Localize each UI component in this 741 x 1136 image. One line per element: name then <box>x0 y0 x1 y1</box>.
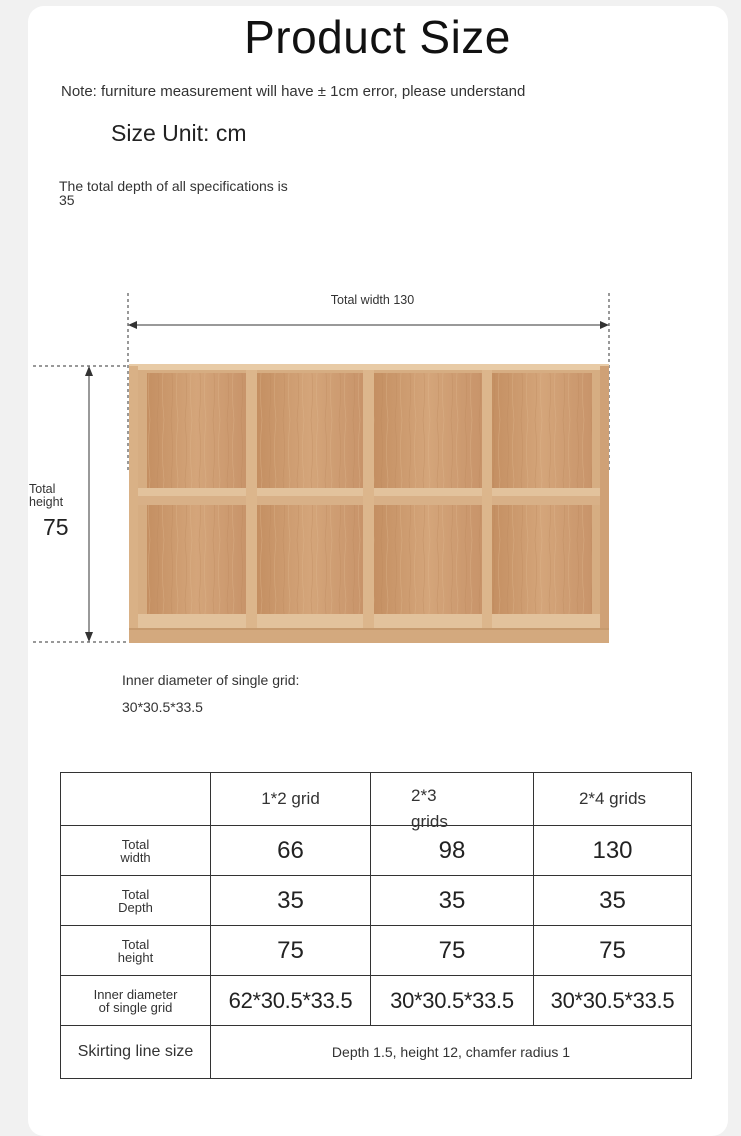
table-cell: 75 <box>211 926 371 976</box>
total-height-label-line2: height <box>29 495 64 509</box>
table-cell: 35 <box>211 876 371 926</box>
inner-grid-value: 30*30.5*33.5 <box>122 699 203 715</box>
row-label-line2: Depth <box>118 899 153 915</box>
total-height-value: 75 <box>43 514 69 540</box>
row-label-line2: width <box>120 849 151 865</box>
total-height-label <box>29 483 63 509</box>
row-label <box>61 876 211 926</box>
header-cell-2x4: 2*4 grids <box>534 773 692 826</box>
table-row <box>61 976 692 1026</box>
row-label-line1: Inner diameter <box>93 986 178 1002</box>
table-cell: 66 <box>211 826 371 876</box>
table-row <box>61 826 692 876</box>
table-row <box>61 876 692 926</box>
measurement-note: Note: furniture measurement will have ± 1cm error, please understand <box>61 83 526 100</box>
table-cell: 35 <box>534 876 692 926</box>
total-height-label-line1: Total <box>29 482 56 496</box>
table-row <box>61 926 692 976</box>
inner-grid-label: Inner diameter of single grid: <box>122 672 300 688</box>
table-cell: 130 <box>534 826 692 876</box>
row-label-line2: of single grid <box>98 999 173 1015</box>
table-cell: 30*30.5*33.5 <box>534 976 692 1026</box>
table-row-skirting <box>61 1026 692 1079</box>
table-cell: 75 <box>371 926 534 976</box>
skirting-value: Depth 1.5, height 12, chamfer radius 1 <box>211 1026 692 1079</box>
table-cell: 98 <box>371 826 534 876</box>
row-label <box>61 926 211 976</box>
page-title: Product Size <box>244 11 511 63</box>
header-cell-1x2: 1*2 grid <box>211 773 371 826</box>
skirting-label: Skirting line size <box>61 1026 211 1079</box>
row-label-line1: Total <box>121 836 150 852</box>
table-cell: 35 <box>371 876 534 926</box>
row-label <box>61 826 211 876</box>
depth-note-value: 35 <box>59 192 75 208</box>
table-cell: 62*30.5*33.5 <box>211 976 371 1026</box>
table-cell: 30*30.5*33.5 <box>371 976 534 1026</box>
header-cell-2x3-text: 2*3 grids <box>411 786 448 831</box>
row-label-line1: Total <box>121 886 150 902</box>
row-label-line2: height <box>117 949 154 965</box>
header-cell-empty <box>61 773 211 826</box>
table-header-row <box>61 773 692 826</box>
bookshelf-illustration <box>129 364 609 643</box>
header-cell-2x3 <box>371 773 534 831</box>
table-cell: 75 <box>534 926 692 976</box>
row-label-line1: Total <box>121 936 150 952</box>
total-width-label: Total width 130 <box>330 293 415 307</box>
depth-note-text: The total depth of all specifications is <box>59 178 288 194</box>
size-table <box>60 772 692 1079</box>
row-label <box>61 976 211 1026</box>
size-unit: Size Unit: cm <box>111 120 247 146</box>
